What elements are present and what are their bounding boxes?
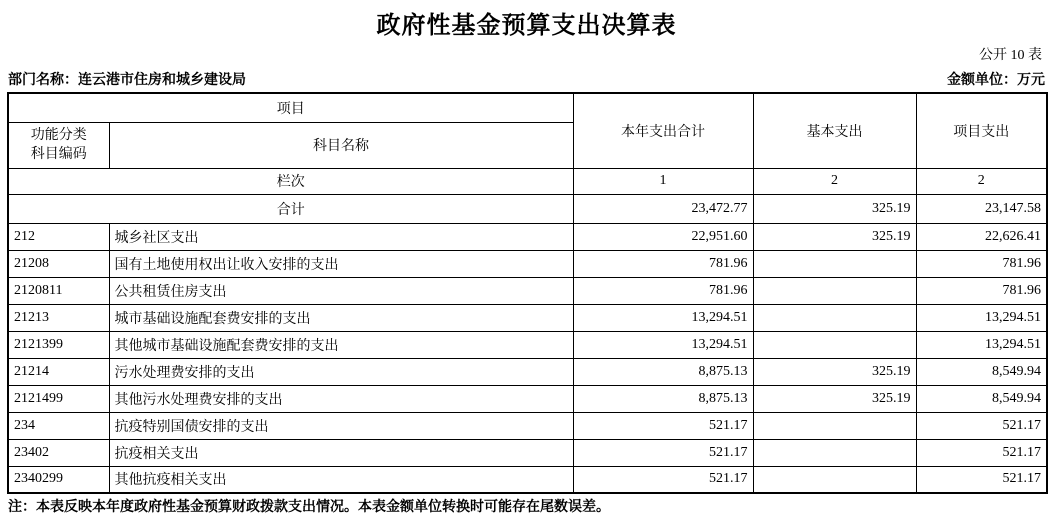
subject-name-cell: 其他城市基础设施配套费安排的支出 [109,331,573,358]
total-project-cell: 23,147.58 [916,194,1047,223]
subject-name-cell: 抗疫特别国债安排的支出 [109,412,573,439]
annual-total-cell: 8,875.13 [573,385,753,412]
department-name [8,69,246,89]
code-cell: 2121399 [8,331,109,358]
annual-total-cell: 8,875.13 [573,358,753,385]
table-row [8,385,1047,412]
basic-expenditure-cell [753,439,916,466]
table-number: 公开 10 表 [979,48,1042,63]
code-cell: 2340299 [8,466,109,493]
function-code-header-line2: 科目编码 [30,147,87,162]
project-expenditure-cell: 8,549.94 [916,385,1047,412]
table-row [8,223,1047,250]
basic-expenditure-cell [753,412,916,439]
subject-name-cell: 其他污水处理费安排的支出 [109,385,573,412]
subject-name-cell: 其他抗疫相关支出 [109,466,573,493]
annual-total-cell: 781.96 [573,277,753,304]
annual-total-cell: 521.17 [573,412,753,439]
annual-total-cell: 13,294.51 [573,304,753,331]
column-index-3: 2 [916,168,1047,194]
budget-table [7,92,1048,494]
annual-total-cell: 781.96 [573,250,753,277]
function-code-header [8,122,109,168]
code-cell: 21208 [8,250,109,277]
table-row [8,304,1047,331]
table-row [8,412,1047,439]
table-row [8,250,1047,277]
basic-expenditure-cell [753,250,916,277]
annual-total-cell: 521.17 [573,439,753,466]
basic-expenditure-cell [753,304,916,331]
basic-expenditure-cell: 325.19 [753,223,916,250]
column-index-row [8,168,1047,194]
subject-name-cell: 国有土地使用权出让收入安排的支出 [109,250,573,277]
subject-name-cell: 公共租赁住房支出 [109,277,573,304]
table-row [8,466,1047,493]
code-cell: 2121499 [8,385,109,412]
basic-expenditure-cell [753,277,916,304]
column-index-label: 栏次 [8,168,573,194]
project-expenditure-cell: 13,294.51 [916,331,1047,358]
subject-name-cell: 污水处理费安排的支出 [109,358,573,385]
total-row [8,194,1047,223]
annual-total-header: 本年支出合计 [573,93,753,168]
project-group-header: 项目 [8,93,573,122]
total-annual-total-cell: 23,472.77 [573,194,753,223]
column-index-2: 2 [753,168,916,194]
function-code-header-line1: 功能分类 [30,128,87,143]
project-expenditure-cell: 781.96 [916,250,1047,277]
table-row [8,439,1047,466]
page-title: 政府性基金预算支出决算表 [376,13,677,39]
code-cell: 234 [8,412,109,439]
code-cell: 2120811 [8,277,109,304]
header-row-project [8,93,1047,122]
project-expenditure-cell: 521.17 [916,439,1047,466]
basic-expenditure-cell: 325.19 [753,358,916,385]
department-label: 部门名称： [8,73,78,88]
project-expenditure-cell: 781.96 [916,277,1047,304]
project-expenditure-cell: 8,549.94 [916,358,1047,385]
annual-total-cell: 22,951.60 [573,223,753,250]
code-cell: 212 [8,223,109,250]
project-expenditure-cell: 521.17 [916,412,1047,439]
basic-expenditure-header: 基本支出 [753,93,916,168]
department-value: 连云港市住房和城乡建设局 [78,73,246,88]
subject-name-cell: 城市基础设施配套费安排的支出 [109,304,573,331]
project-expenditure-cell: 521.17 [916,466,1047,493]
project-expenditure-cell: 22,626.41 [916,223,1047,250]
footnote: 注：本表反映本年度政府性基金预算财政拨款支出情况。本表金额单位转换时可能存在尾数误差。 [8,500,610,515]
subject-name-cell: 城乡社区支出 [109,223,573,250]
subject-name-cell: 抗疫相关支出 [109,439,573,466]
column-index-1: 1 [573,168,753,194]
project-expenditure-header: 项目支出 [916,93,1047,168]
subject-name-header: 科目名称 [109,122,573,168]
basic-expenditure-cell [753,466,916,493]
code-cell: 21214 [8,358,109,385]
total-basic-cell: 325.19 [753,194,916,223]
basic-expenditure-cell: 325.19 [753,385,916,412]
basic-expenditure-cell [753,331,916,358]
table-row [8,358,1047,385]
annual-total-cell: 521.17 [573,466,753,493]
project-expenditure-cell: 13,294.51 [916,304,1047,331]
amount-unit: 金额单位：万元 [947,73,1045,88]
code-cell: 23402 [8,439,109,466]
annual-total-cell: 13,294.51 [573,331,753,358]
table-row [8,277,1047,304]
total-row-label: 合计 [8,194,573,223]
table-row [8,331,1047,358]
table-body [8,93,1047,493]
code-cell: 21213 [8,304,109,331]
